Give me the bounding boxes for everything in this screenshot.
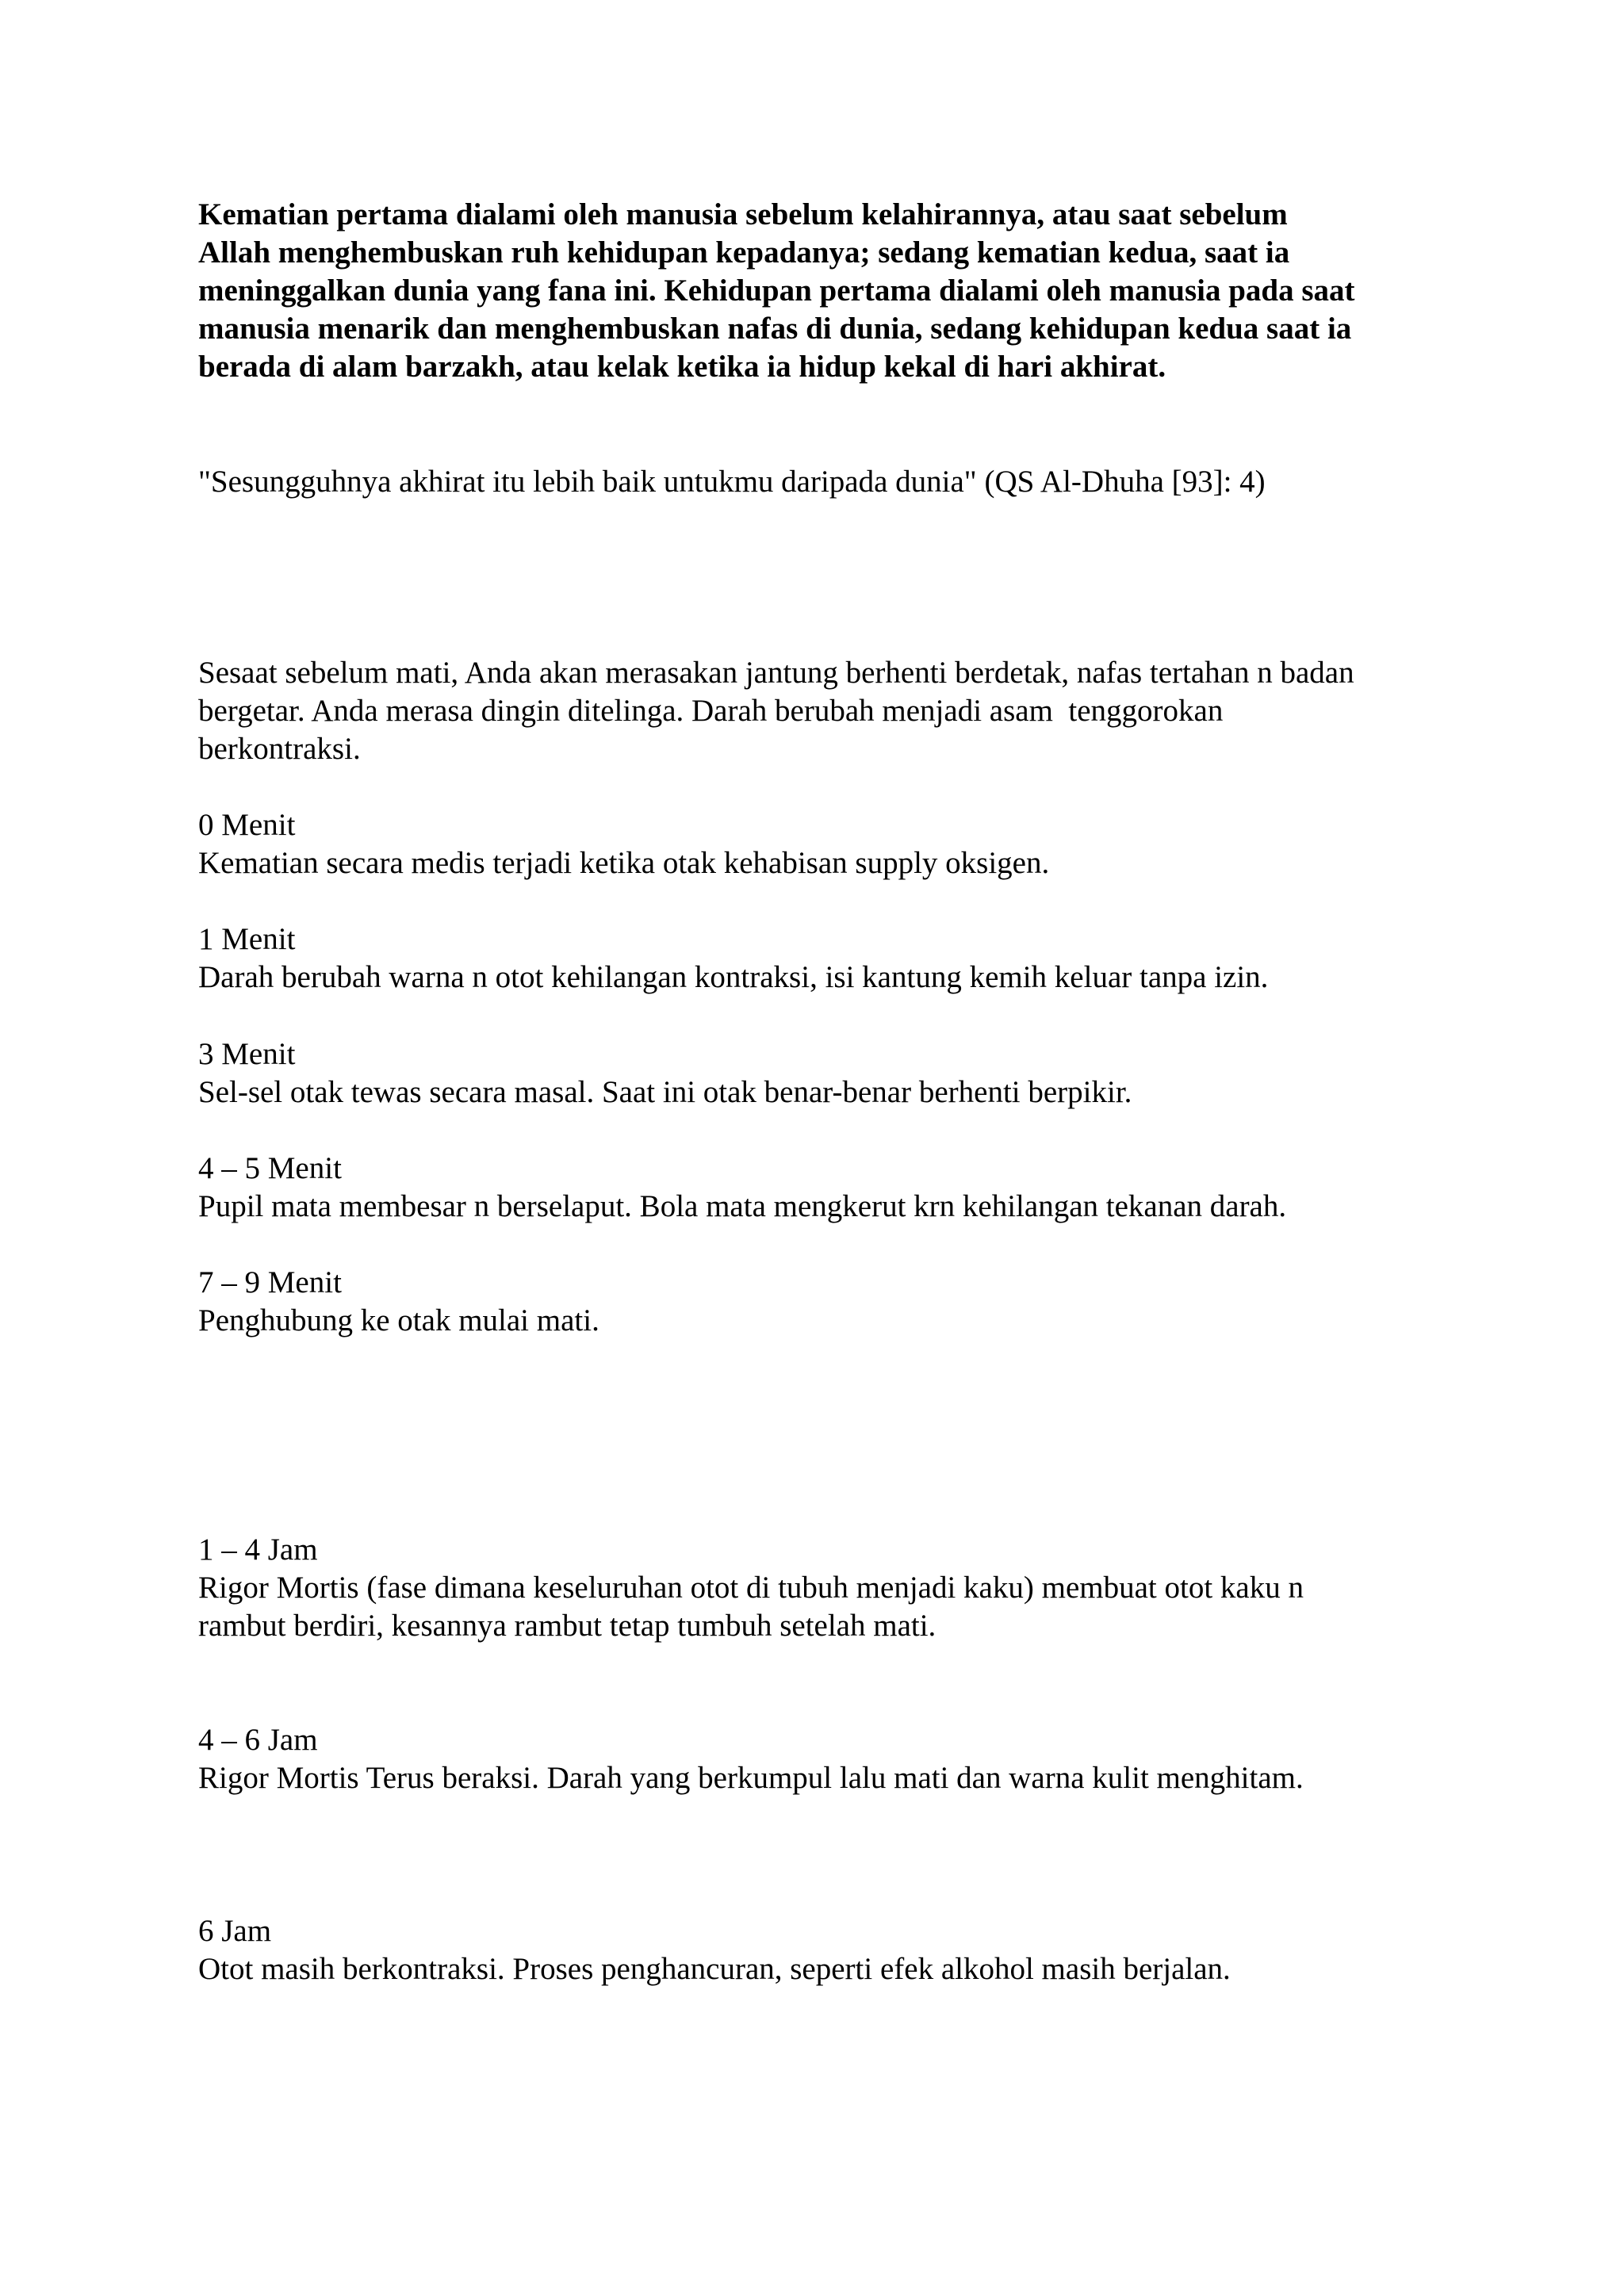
quran-quote	[198, 463, 1451, 501]
stage-description: Darah berubah warna n otot kehilangan kontraksi, isi kantung kemih keluar tanpa izin.	[198, 960, 1269, 994]
stage-time: 1 – 4 Jam	[198, 1533, 318, 1567]
stage-time: 4 – 6 Jam	[198, 1723, 318, 1757]
stage-description: rambut berdiri, kesannya rambut tetap tumbuh setelah mati.	[198, 1609, 936, 1643]
stage-time: 4 – 5 Menit	[198, 1151, 342, 1185]
stage-time: 7 – 9 Menit	[198, 1265, 342, 1299]
stage-time: 6 Jam	[198, 1914, 272, 1948]
stage-time: 0 Menit	[198, 808, 296, 842]
stage-description: Rigor Mortis (fase dimana keseluruhan otot di tubuh menjadi kaku) membuat otot kaku n	[198, 1571, 1304, 1605]
preface-line: berkontraksi.	[198, 732, 361, 766]
quote-text: "Sesungguhnya akhirat itu lebih baik untukmu daripada dunia" (QS Al-Dhuha [93]: 4)	[198, 465, 1266, 499]
stage-description: Sel-sel otak tewas secara masal. Saat ini otak benar-benar berhenti berpikir.	[198, 1075, 1132, 1109]
stage-description: Otot masih berkontraksi. Proses penghancuran, seperti efek alkohol masih berjalan.	[198, 1952, 1231, 1986]
intro-line: berada di alam barzakh, atau kelak ketika ia hidup kekal di hari akhirat.	[198, 350, 1166, 384]
stage-description: Kematian secara medis terjadi ketika otak kehabisan supply oksigen.	[198, 846, 1050, 880]
intro-line: manusia menarik dan menghembuskan nafas di dunia, sedang kehidupan kedua saat ia	[198, 312, 1352, 346]
preface-line: Sesaat sebelum mati, Anda akan merasakan jantung berhenti berdetak, nafas tertahan n badan	[198, 656, 1354, 690]
stage-description: Penghubung ke otak mulai mati.	[198, 1303, 599, 1337]
stage-3-menit	[198, 1035, 1451, 1112]
stage-time: 3 Menit	[198, 1037, 296, 1071]
stage-0-menit	[198, 806, 1451, 882]
stage-1-4-jam	[198, 1531, 1451, 1645]
stage-4-5-menit	[198, 1150, 1451, 1226]
intro-paragraph	[198, 196, 1451, 386]
preface-line: bergetar. Anda merasa dingin ditelinga. Darah berubah menjadi asam tenggorokan	[198, 694, 1224, 728]
stage-description: Pupil mata membesar n berselaput. Bola mata mengkerut krn kehilangan tekanan darah.	[198, 1189, 1287, 1223]
preface-paragraph	[198, 654, 1451, 768]
intro-line: Allah menghembuskan ruh kehidupan kepadanya; sedang kematian kedua, saat ia	[198, 235, 1290, 270]
stage-time: 1 Menit	[198, 922, 296, 956]
stage-7-9-menit	[198, 1264, 1451, 1340]
intro-line: Kematian pertama dialami oleh manusia sebelum kelahirannya, atau saat sebelum	[198, 197, 1288, 232]
stage-6-jam	[198, 1912, 1451, 1988]
stage-description: Rigor Mortis Terus beraksi. Darah yang berkumpul lalu mati dan warna kulit menghitam.	[198, 1761, 1304, 1795]
stage-1-menit	[198, 920, 1451, 997]
intro-line: meninggalkan dunia yang fana ini. Kehidupan pertama dialami oleh manusia pada saat	[198, 274, 1355, 308]
stage-4-6-jam	[198, 1721, 1451, 1797]
